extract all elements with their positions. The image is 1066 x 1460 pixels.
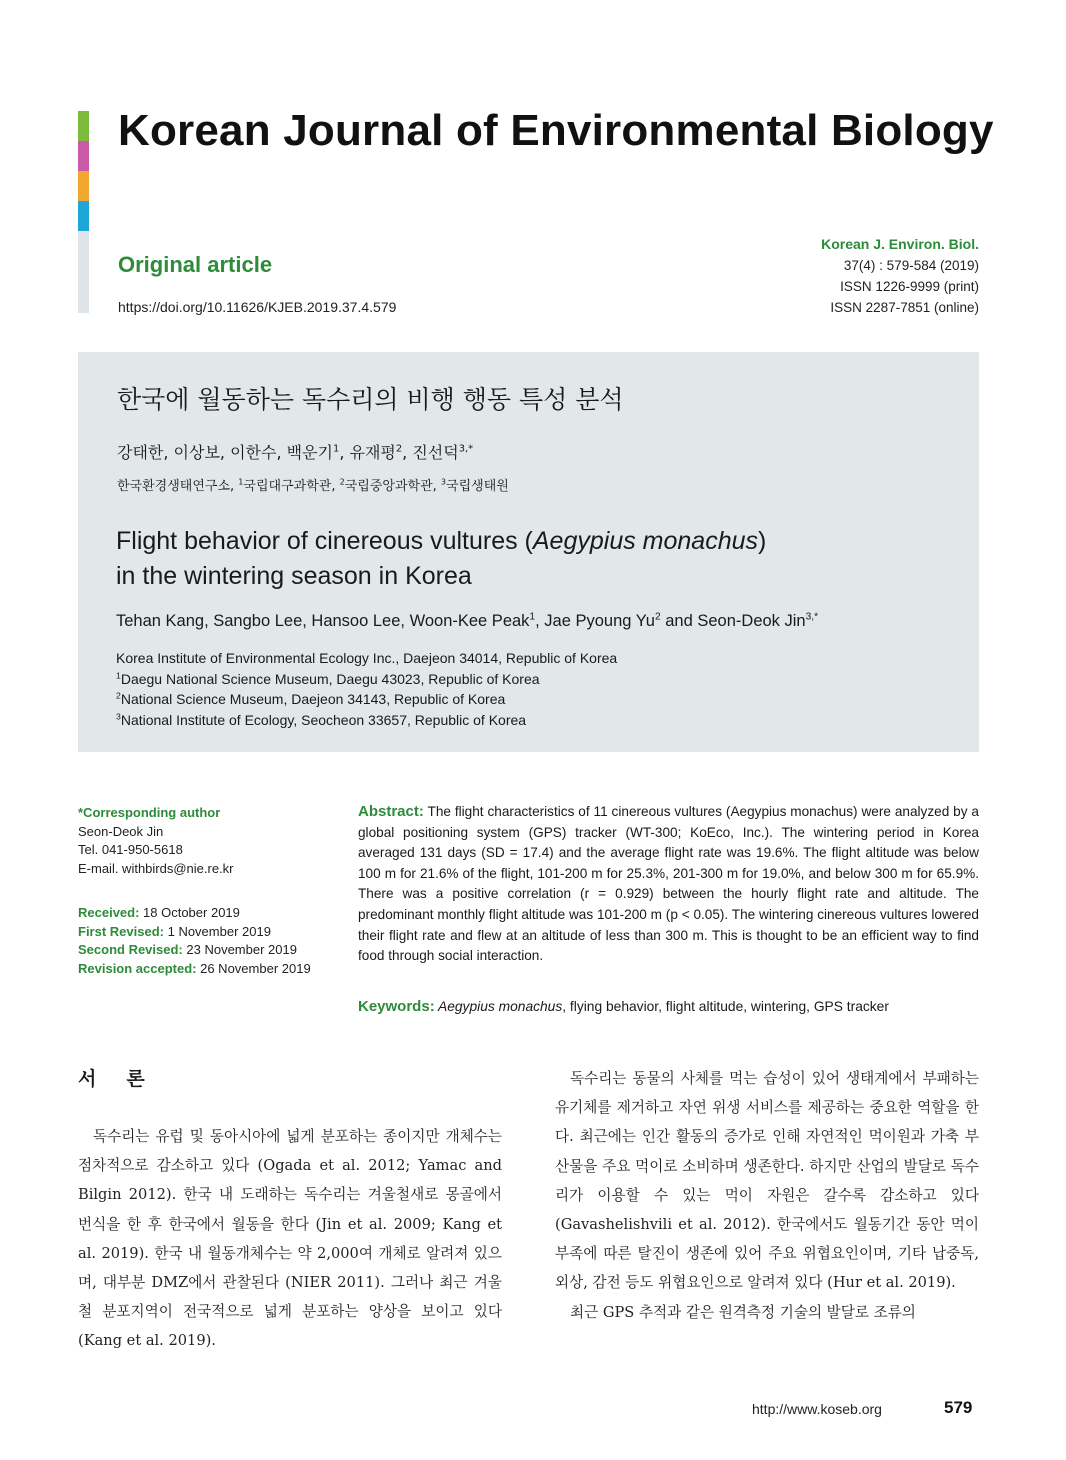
author-sup: 2 <box>395 443 403 455</box>
keyword-species: Aegypius monachus <box>434 999 563 1014</box>
affil-sup: 3 <box>440 477 447 487</box>
date-accepted <box>78 960 311 979</box>
color-bar-magenta <box>78 141 89 171</box>
abstract-heading: Abstract: <box>358 803 424 820</box>
body-paragraph: 독수리는 유럽 및 동아시아에 넓게 분포하는 종이지만 개체수는 점차적으로 감소하고 있다 (Ogada et al. 2012; Yamac and Bilgin 2012). 한국 내 도래하는 독수리는 겨울철새로 몽골에서 번식을 한 후 한국에서 월동을 한다 (Jin et al. 2009; Kang et al. 2019). 한국 내 월동개체수는 약 2,000여 개체로 알려져 있으며, 대부분 DMZ에서 관찰된다 (NIER 2011). 그러나 최근 겨울철 분포지역이 전국적으로 넓게 분포하는 양상을 보이고 있다 (Kang et al. 2019). <box>78 1128 502 1350</box>
corresponding-name: Seon-Deok Jin <box>78 823 164 839</box>
affiliation-line <box>116 689 617 710</box>
color-bar-gray <box>78 231 89 313</box>
abstract-text: The flight characteristics of 11 cinereous vultures (Aegypius monachus) were analyzed by a global positioning system (GPS) tracker (WT-300; KoEco, Inc.). The wintering period in Korea averaged 131 days (SD = 17.4) and the average flight rate was 19.6%. The flight altitude was below 100 m for 21.6% of the flight, 101-200 m for 25.3%, 201-300 m for 19.0%, and below 300 m for 65.9%. There was a positive correlation (r = 0.929) between the hourly flight rate and altitude. The predominant monthly flight altitude was 101-200 m (p < 0.05). The wintering cinereous vultures lowered their flight rate and flew at an altitude of less than 300 m. This is thought to be an efficient way to find food through social interaction. <box>358 804 979 964</box>
affiliation-line <box>116 710 617 731</box>
color-bar-cyan <box>78 201 89 231</box>
history-dates <box>78 904 311 978</box>
korean-authors <box>117 440 473 463</box>
corresponding-tel: Tel. 041-950-5618 <box>78 842 183 857</box>
issn-online: ISSN 2287-7851 (online) <box>830 300 979 315</box>
english-title <box>116 524 766 594</box>
corresponding-email[interactable]: E-mail. withbirds@nie.re.kr <box>78 860 234 876</box>
author-name: and Seon-Deok Jin <box>660 612 806 630</box>
date-second-revised <box>78 941 311 960</box>
corresponding-heading: *Corresponding author <box>78 805 221 820</box>
affil-name: National Institute of Ecology, Seocheon 33657, Republic of Korea <box>120 711 527 728</box>
affil-name: National Science Museum, Daejeon 34143, Republic of Korea <box>120 691 506 707</box>
affil-name: 국립중앙과학관, <box>344 479 441 494</box>
issn-print: ISSN 1226-9999 (print) <box>840 279 979 294</box>
citation-info <box>821 234 979 318</box>
date-label: Received: <box>78 905 140 920</box>
affil-name: Daegu National Science Museum, Daegu 43023, Republic of Korea <box>120 670 540 687</box>
author-name: Tehan Kang, Sangbo Lee, Hansoo Lee, Woon-Kee Peak <box>116 612 530 630</box>
date-value: 1 November 2019 <box>163 923 271 939</box>
volume-pages: 37(4) : 579-584 (2019) <box>843 258 979 273</box>
keywords <box>358 998 998 1015</box>
affil-sup: 2 <box>339 477 345 487</box>
date-first-revised <box>78 923 311 942</box>
abstract <box>358 802 979 967</box>
author-sup: 1 <box>333 443 340 455</box>
footer-url[interactable]: http://www.koseb.org <box>752 1401 882 1417</box>
color-bar-orange <box>78 171 89 201</box>
section-heading-introduction: 서론 <box>78 1068 175 1090</box>
article-type: Original article <box>118 252 273 277</box>
doi-link[interactable]: https://doi.org/10.11626/KJEB.2019.37.4.579 <box>118 299 397 315</box>
title-text: ) <box>758 527 767 555</box>
title-species: Aegypius monachus <box>532 527 759 555</box>
date-label: Revision accepted: <box>78 960 197 976</box>
affil-sup: 2 <box>116 690 121 701</box>
affil-sup: 3 <box>116 710 121 721</box>
keywords-heading: Keywords: <box>358 998 435 1015</box>
author-name: 강태한, 이상보, 이한수, 백운기 <box>117 443 333 462</box>
body-paragraph: 최근 GPS 추적과 같은 원격측정 기술의 발달로 조류의 <box>570 1303 916 1321</box>
journal-abbreviation: Korean J. Environ. Biol. <box>821 236 979 252</box>
keywords-text: , flying behavior, flight altitude, wintering, GPS tracker <box>562 999 889 1014</box>
english-affiliations <box>116 648 617 730</box>
affil-sup: 1 <box>238 477 244 487</box>
author-name: , 진선덕 <box>402 443 459 462</box>
affil-sup: 1 <box>116 669 121 680</box>
date-label: Second Revised: <box>78 942 183 957</box>
affil-name: Korea Institute of Environmental Ecology Inc., Daejeon 34014, Republic of Korea <box>116 650 618 666</box>
date-value: 23 November 2019 <box>182 942 297 957</box>
color-bar-green <box>78 111 89 141</box>
date-label: First Revised: <box>78 923 164 939</box>
author-name: , 유재평 <box>339 443 396 462</box>
date-received <box>78 904 311 923</box>
affil-name: 국립생태원 <box>446 479 509 494</box>
author-sup: 1 <box>529 611 536 623</box>
author-sup: 3,* <box>805 611 819 623</box>
title-text: Flight behavior of cinereous vultures ( <box>116 527 533 555</box>
journal-title: Korean Journal of Environmental Biology <box>118 106 994 155</box>
affiliation-line <box>116 669 617 690</box>
affil-name: 국립대구과학관, <box>243 479 340 494</box>
korean-affiliations <box>117 475 509 494</box>
author-name: , Jae Pyoung Yu <box>535 612 655 630</box>
english-authors <box>116 612 818 631</box>
title-line-2: in the wintering season in Korea <box>116 562 472 590</box>
author-sup: 3,* <box>458 443 474 455</box>
page-number: 579 <box>944 1398 973 1417</box>
author-sup: 2 <box>654 611 661 623</box>
body-column-left <box>78 1122 502 1356</box>
affil-name: 한국환경생태연구소, <box>117 479 239 494</box>
date-value: 18 October 2019 <box>139 905 240 920</box>
date-value: 26 November 2019 <box>196 960 311 976</box>
korean-title: 한국에 월동하는 독수리의 비행 행동 특성 분석 <box>117 385 624 414</box>
body-column-right <box>555 1064 979 1327</box>
body-paragraph: 독수리는 동물의 사체를 먹는 습성이 있어 생태계에서 부패하는 유기체를 제거하고 자연 위생 서비스를 제공하는 중요한 역할을 한다. 최근에는 인간 활동의 증가로 인해 자연적인 먹이원과 가축 부산물을 주요 먹이로 소비하며 생존한다. 하지만 산업의 발달로 독수리가 이용할 수 있는 먹이 자원은 갈수록 감소하고 있다 (Gavashelishvili et al. 2012). 한국에서도 월동기간 동안 먹이 부족에 따른 탈진이 생존에 있어 주요 위협요인이며, 기타 납중독, 외상, 감전 등도 위협요인으로 알려져 있다 (Hur et al. 2019). <box>555 1070 979 1292</box>
corresponding-author <box>78 804 234 878</box>
affiliation-line <box>116 648 617 669</box>
